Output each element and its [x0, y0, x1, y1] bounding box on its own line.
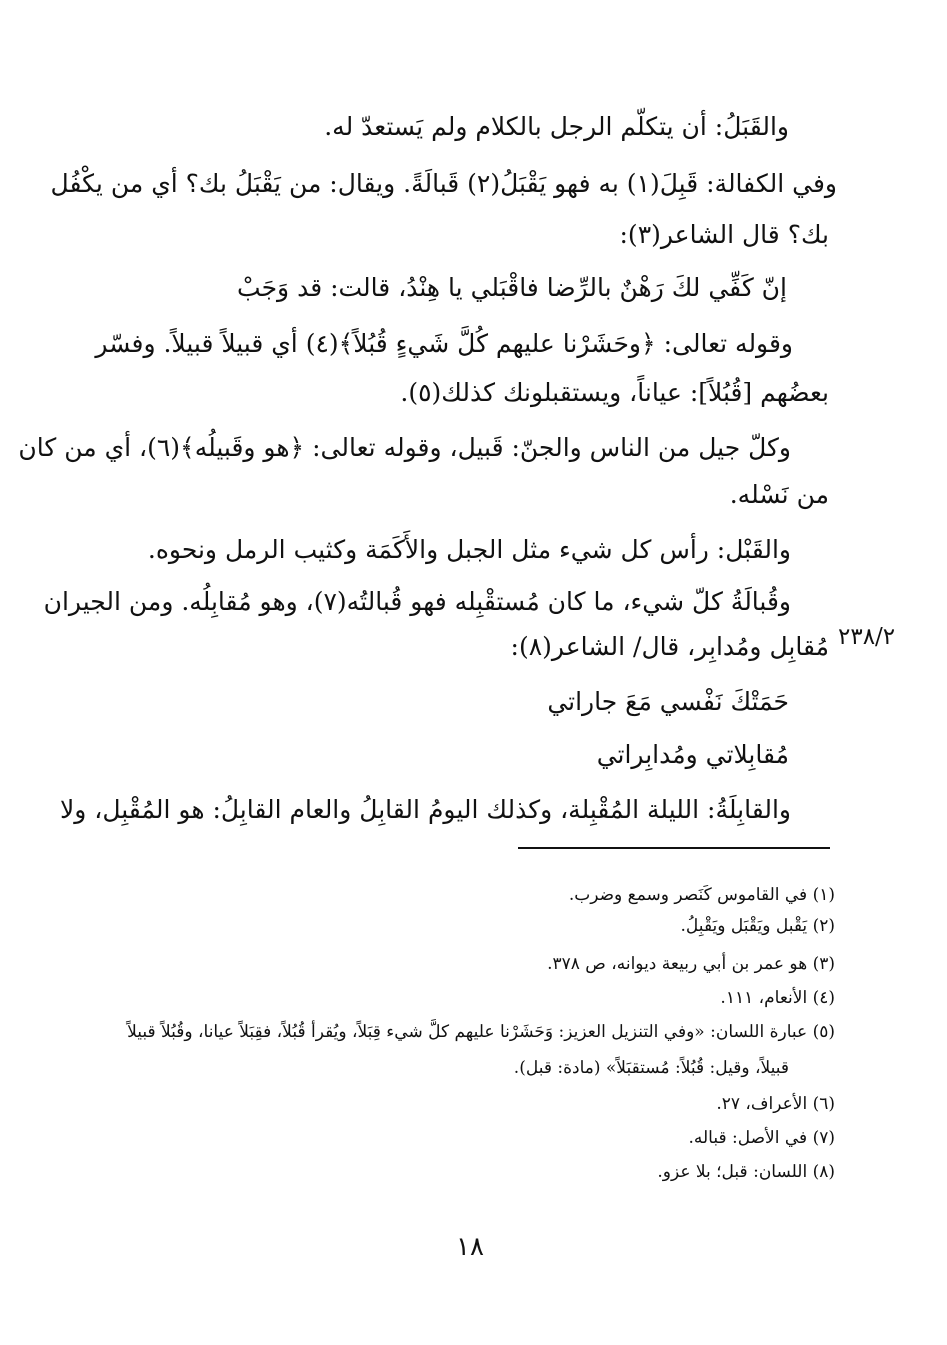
body-line-14: والقابِلَةُ: الليلة المُقْبِلة، وكذلك اليومُ القابِلُ والعام القابِلُ: هو المُقْبِل، ولا: [59, 795, 791, 824]
page-number: ١٨: [456, 1232, 484, 1262]
footnote-1: (١) في القاموس كَنَصر وسمع وضرب.: [568, 885, 835, 905]
body-line-1: والقَبَلُ: أن يتكلّم الرجل بالكلام ولم يَستعدّ له.: [324, 112, 789, 141]
footnote-divider: [518, 847, 830, 849]
footnote-6: (٦) الأعراف، ٢٧.: [716, 1094, 835, 1114]
footnote-5: (٥) عبارة اللسان: «وفي التنزيل العزيز: وَحَشَرْنا عليهم كلَّ شيء قِبَلاً، ويُقرأ قُبُلاً، فقِبَلاً عيانا، وقُبُلاً قبيلاً: [127, 1022, 835, 1042]
body-line-8: من نَسْله.: [729, 480, 829, 509]
verse-line: إنّ كَفِّي لكَ رَهْنٌ بالرِّضا فاقْبَلي يا هِنْدُ، قالت: قد وَجَبْ: [237, 273, 787, 302]
footnote-4: (٤) الأنعام، ١١١.: [720, 988, 835, 1008]
footnote-5-cont: قبيلاً، وقيل: قُبُلاً: مُستقبَلاً» (مادة: قبل).: [513, 1058, 789, 1078]
verse-line-2: حَمَتْكَ نَفْسي مَعَ جاراتي: [547, 687, 789, 716]
body-line-2: وفي الكفالة: قَبِلَ(١) به فهو يَقْبَلُ(٢) قَبالَةً. ويقال: من يَقْبَلُ بك؟ أي من يكْفُل: [50, 169, 837, 198]
margin-reference: ٢٣٨/٢: [838, 624, 896, 650]
footnote-8: (٨) اللسان: قبل؛ بلا عزو.: [657, 1162, 835, 1182]
body-line-3: بك؟ قال الشاعر(٣):: [619, 220, 829, 249]
body-line-9: والقَبْل: رأس كل شيء مثل الجبل والأَكَمَة وكثيب الرمل ونحوه.: [147, 535, 791, 564]
footnote-2: (٢) يَقْبل ويَقْبَل ويَقْبِلُ.: [680, 916, 835, 936]
body-line-10: وقُبالَةُ كلّ شيء، ما كان مُستقْبِله فهو قُبالتُه(٧)، وهو مُقابِلُه. ومن الجيران: [43, 587, 791, 616]
body-line-6: بعضُهم [قُبُلاً]: عياناً، ويستقبلونك كذلك(٥).: [400, 378, 829, 407]
footnote-3: (٣) هو عمر بن أبي ربيعة ديوانه، ص ٣٧٨.: [547, 954, 835, 974]
body-line-5: وقوله تعالى: ﴿وحَشَرْنا عليهم كُلَّ شَيءٍ قُبُلاً﴾(٤) أي قبيلاً قبيلاً. وفسّر: [95, 329, 793, 358]
footnote-7: (٧) في الأصل: قباله.: [688, 1128, 835, 1148]
body-line-11: مُقابِل ومُدابِر، قال/ الشاعر(٨):: [510, 632, 829, 661]
verse-line-3: مُقابِلاتي ومُدابِراتي: [596, 740, 789, 769]
body-line-7: وكلّ جيل من الناس والجنّ: قَبيل، وقوله تعالى: ﴿هو وقَبيلُه﴾(٦)، أي من كان: [18, 433, 791, 462]
